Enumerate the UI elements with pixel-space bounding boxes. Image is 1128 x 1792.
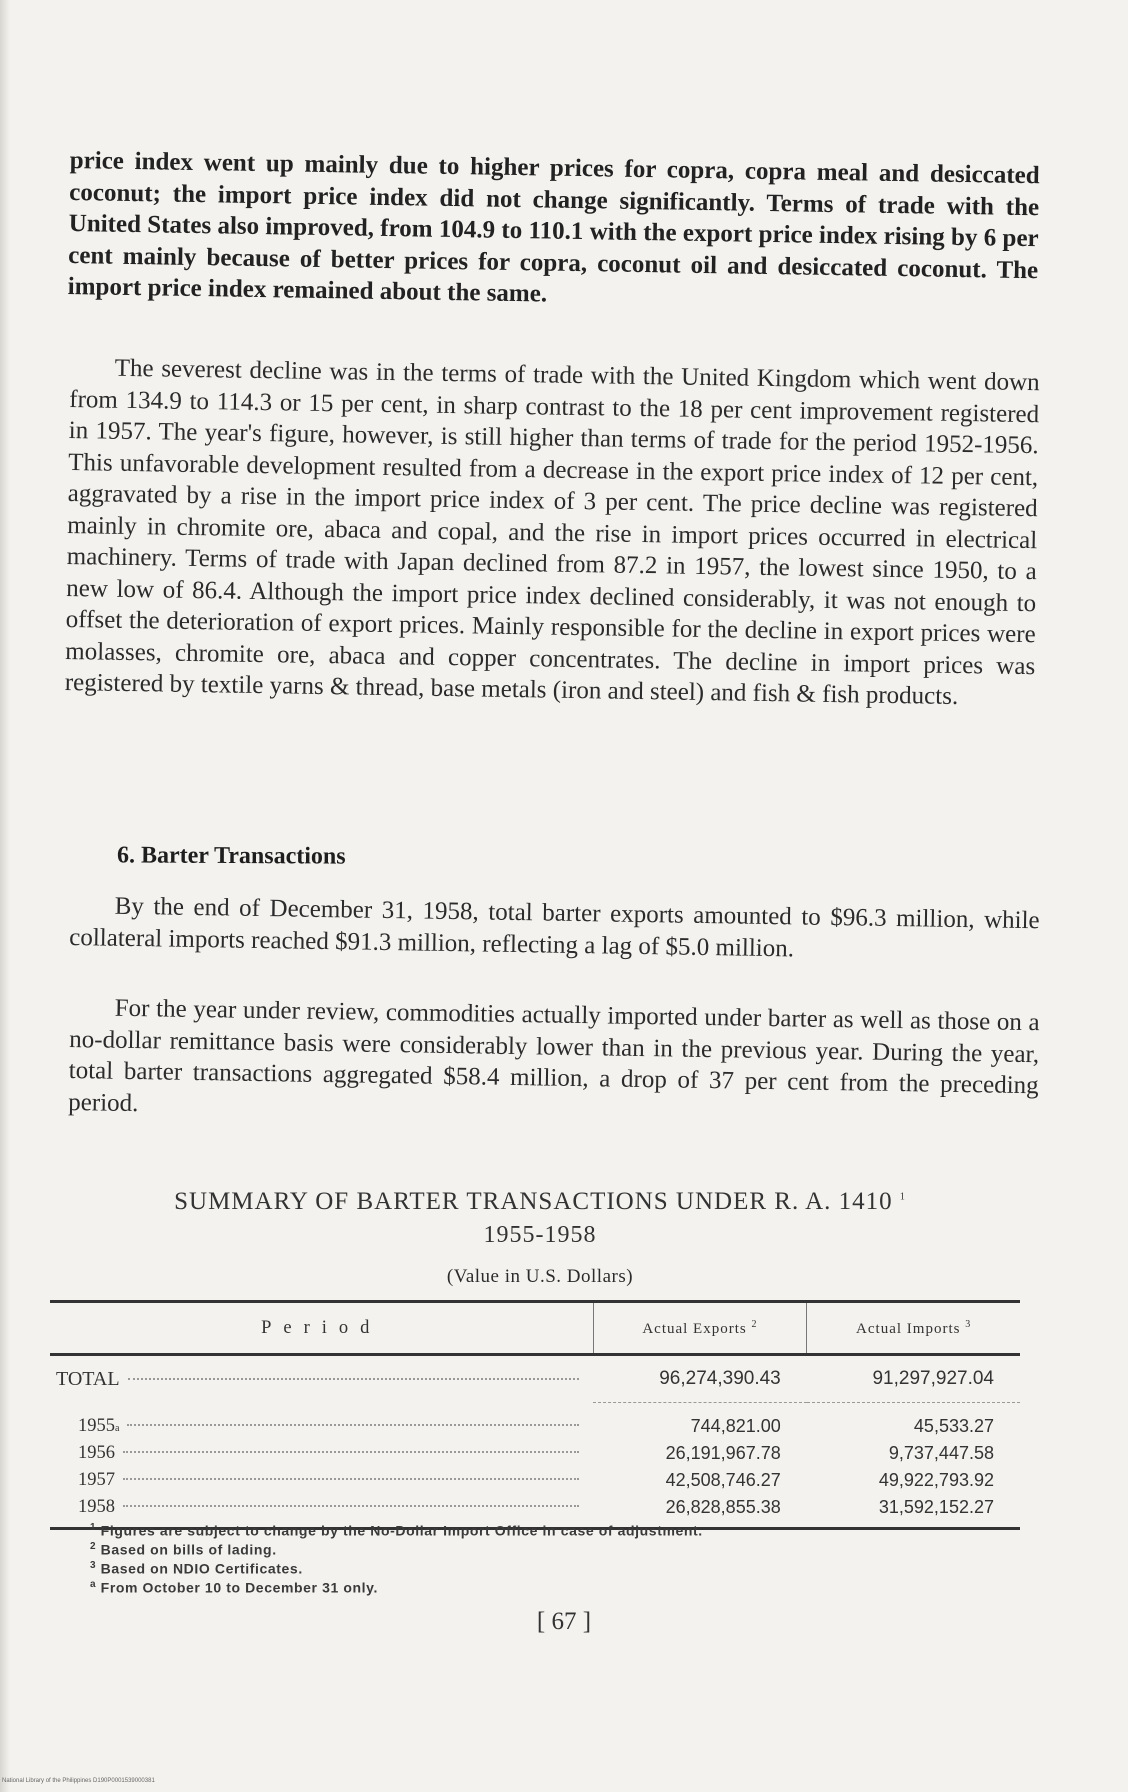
table-title: [40, 1188, 1040, 1216]
leader-dots: [123, 1451, 579, 1453]
paragraph-barter-totals: By the end of December 31, 1958, total barter exports amounted to $96.3 million, while collateral imports reached $91.3 million, reflecting a lag of $5.0 million.: [69, 892, 1040, 962]
imports-value: 31,592,152.27: [807, 1494, 1020, 1529]
table-title-footnote-mark: 1: [899, 1191, 906, 1203]
table-row: [50, 1440, 1020, 1467]
table-footnotes: [90, 1520, 990, 1597]
imports-value: 9,737,447.58: [888, 1443, 994, 1463]
imports-value: 45,533.27: [913, 1416, 994, 1436]
footnote-mark: 1: [90, 1522, 97, 1533]
total-imports: 91,297,927.04: [807, 1355, 1020, 1403]
year-cell: [50, 1403, 593, 1441]
barter-summary-table: [50, 1300, 1020, 1530]
year-label: 1956: [78, 1443, 115, 1463]
footnote-mark: 2: [90, 1541, 97, 1553]
section-heading: 6. Barter Transactions: [116, 842, 346, 870]
paragraph-terms-of-trade-uk-japan: The severest decline was in the terms of trade with the United Kingdom which went down from 134.9 to 114.3 or 15 per cent, in sharp contrast to the 18 per cent improvement registered in 1957. The year's figure, however, is still higher than terms of trade for the period 1952-1956. This unfavorable development resulted from a decrease in the export price index of 12 per cent, aggravated by a rise in the import price index of 3 per cent. The price decline was registered mainly in chromite ore, abaca and copal, and the rise in import prices occurred in electrical machinery. Terms of trade with Japan declined from 87.2 in 1957, the lowest since 1950, to a new low of 86.4. Although the import price index declined considerably, it was not enough to offset the deterioration of export prices. Mainly responsible for the decline in export prices were molasses, chromite ore, abaca and copper concentrates. The decline in import prices was registered by textile yarns & thread, base metals (iron and steel) and fish & fish products.: [64, 354, 1040, 710]
leader-dots: [128, 1378, 580, 1380]
table-header-row: [50, 1302, 1020, 1355]
year-cell: [50, 1467, 593, 1494]
exports-value: 26,191,967.78: [665, 1443, 781, 1463]
year-label: 1958: [78, 1497, 115, 1517]
exports-value: 26,828,855.38: [593, 1494, 807, 1529]
leader-dots: [123, 1478, 579, 1480]
year-footnote-mark: a: [115, 1422, 120, 1434]
footnote-text: Figures are subject to change by the No-Dollar Import Office in case of adjustment.: [100, 1522, 703, 1539]
total-label: TOTAL: [56, 1367, 120, 1390]
header-actual-imports: [807, 1302, 1020, 1355]
footnote: [90, 1558, 990, 1577]
year-cell: [50, 1440, 593, 1467]
table-row: [50, 1467, 1020, 1494]
total-exports: 96,274,390.43: [593, 1355, 807, 1403]
footnote-text: Based on NDIO Certificates.: [100, 1560, 303, 1577]
archive-label: National Library of the Philippines D190P0001539000381: [2, 1778, 155, 1784]
header-actual-imports-text: Actual Imports: [856, 1320, 961, 1337]
header-imports-mark: 3: [965, 1318, 972, 1330]
footnote-mark: a: [90, 1579, 97, 1591]
table-value-note: (Value in U.S. Dollars): [446, 1266, 634, 1287]
footnote-text: Based on bills of lading.: [100, 1541, 277, 1558]
year-label: 1955: [78, 1415, 115, 1436]
header-actual-exports: [593, 1302, 807, 1355]
page-number: [ 67 ]: [536, 1608, 592, 1635]
header-exports-mark: 2: [751, 1318, 758, 1330]
table-title-text: SUMMARY OF BARTER TRANSACTIONS UNDER R. A. 1410: [174, 1188, 893, 1215]
paragraph-barter-review: For the year under review, commodities actually imported under barter as well as those on a no-dollar remittance basis were considerably lower than in the previous year. During the year, total barter transactions aggregated $58.4 million, a drop of 37 per cent from the preceding period.: [68, 994, 1040, 1117]
leader-dots: [127, 1424, 579, 1426]
table-row-total: [50, 1355, 1020, 1403]
imports-value: 49,922,793.92: [878, 1470, 994, 1490]
page-edge-shadow: [0, 0, 10, 1792]
header-period: Period: [50, 1302, 593, 1355]
table-subtitle-years: 1955-1958: [483, 1222, 597, 1248]
footnote: [90, 1577, 990, 1596]
table-row: [50, 1403, 1020, 1441]
footnote-mark: 3: [90, 1560, 97, 1572]
year-label: 1957: [78, 1470, 115, 1490]
footnote-text: From October 10 to December 31 only.: [100, 1580, 378, 1597]
paragraph-terms-of-trade-us: price index went up mainly due to higher prices for copra, copra meal and desiccated coconut; the import price index did not change significantly. Terms of trade with the United States also improved, from 104.9 to 110.1 with the export price index rising by 6 per cent mainly because of better prices for copra, coconut oil and desiccated coconut. The import price index remained about the same.: [67, 146, 1040, 308]
footnote: [90, 1539, 990, 1558]
leader-dots: [123, 1505, 579, 1507]
footnote: [90, 1520, 990, 1539]
header-actual-exports-text: Actual Exports: [642, 1320, 747, 1337]
exports-value: 42,508,746.27: [665, 1470, 781, 1490]
exports-value: 744,821.00: [690, 1416, 781, 1436]
total-label-cell: [50, 1355, 593, 1403]
